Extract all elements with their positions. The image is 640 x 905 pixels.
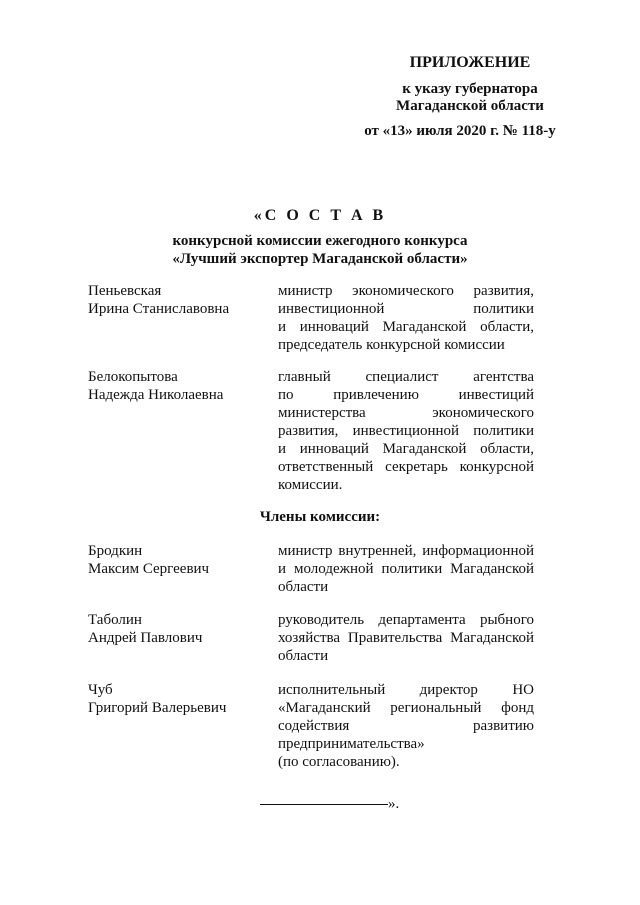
title-line-2: «Лучший экспортер Магаданской области» — [172, 251, 468, 267]
region-name: Магаданской области — [396, 98, 544, 114]
role-line: председатель конкурсной комиссии — [278, 337, 505, 353]
role-line: области — [278, 648, 329, 664]
role-line: министр экономического развития, — [278, 283, 534, 299]
role-line: исполнительный директор НО — [278, 682, 534, 698]
role-line: и молодежной политики Магаданской — [278, 561, 534, 577]
role-line: руководитель департамента рыбного — [278, 612, 534, 628]
signature-underline — [260, 804, 388, 805]
member-given-name: Ирина Станиславовна — [88, 301, 230, 317]
members-heading: Члены комиссии: — [259, 509, 381, 525]
member-given-name: Андрей Павлович — [88, 630, 203, 646]
role-line: министерства экономического — [278, 405, 534, 421]
appendix-label: ПРИЛОЖЕНИЕ — [409, 54, 531, 71]
role-line: по привлечению инвестиций — [278, 387, 534, 403]
closing-line — [260, 795, 399, 813]
role-line: министр внутренней, информационной — [278, 543, 534, 559]
member-surname: Бродкин — [88, 543, 143, 559]
decree-date-number: от «13» июля 2020 г. № 118-у — [364, 123, 556, 139]
member-role-tabolin — [278, 611, 534, 665]
decree-reference: к указу губернатора — [402, 81, 538, 97]
member-given-name: Григорий Валерьевич — [88, 700, 227, 716]
member-given-name: Надежда Николаевна — [88, 387, 224, 403]
member-role-belokopytova — [278, 368, 534, 494]
member-role-penevskaya — [278, 282, 534, 354]
closing-quote: ». — [388, 796, 400, 812]
member-surname: Белокопытова — [88, 369, 178, 385]
member-name-tabolin — [88, 611, 263, 647]
role-line: содействия развитию — [278, 718, 534, 734]
member-name-chub — [88, 681, 263, 717]
role-line: комиссии. — [278, 477, 343, 493]
role-line: инвестиционной политики — [278, 301, 534, 317]
role-line: хозяйства Правительства Магаданской — [278, 630, 534, 646]
role-line: ответственный секретарь конкурсной — [278, 459, 534, 475]
member-surname: Таболин — [88, 612, 142, 628]
member-name-brodkin — [88, 542, 263, 578]
member-surname: Чуб — [88, 682, 113, 698]
title-line-1: конкурсной комиссии ежегодного конкурса — [172, 233, 468, 249]
role-line: и инноваций Магаданской области, — [278, 441, 534, 457]
member-name-belokopytova — [88, 368, 263, 404]
role-line: развития, инвестиционной политики — [278, 423, 534, 439]
member-given-name: Максим Сергеевич — [88, 561, 210, 577]
member-role-brodkin — [278, 542, 534, 596]
member-role-chub — [278, 681, 534, 771]
role-line: области — [278, 579, 329, 595]
member-name-penevskaya — [88, 282, 263, 318]
role-line: и инноваций Магаданской области, — [278, 319, 534, 335]
role-line: (по согласованию). — [278, 754, 400, 770]
member-surname: Пеньевская — [88, 283, 162, 299]
document-title: «С О С Т А В — [253, 207, 387, 224]
role-line: «Магаданский региональный фонд — [278, 700, 534, 716]
role-line: предпринимательства» — [278, 736, 425, 752]
role-line: главный специалист агентства — [278, 369, 534, 385]
